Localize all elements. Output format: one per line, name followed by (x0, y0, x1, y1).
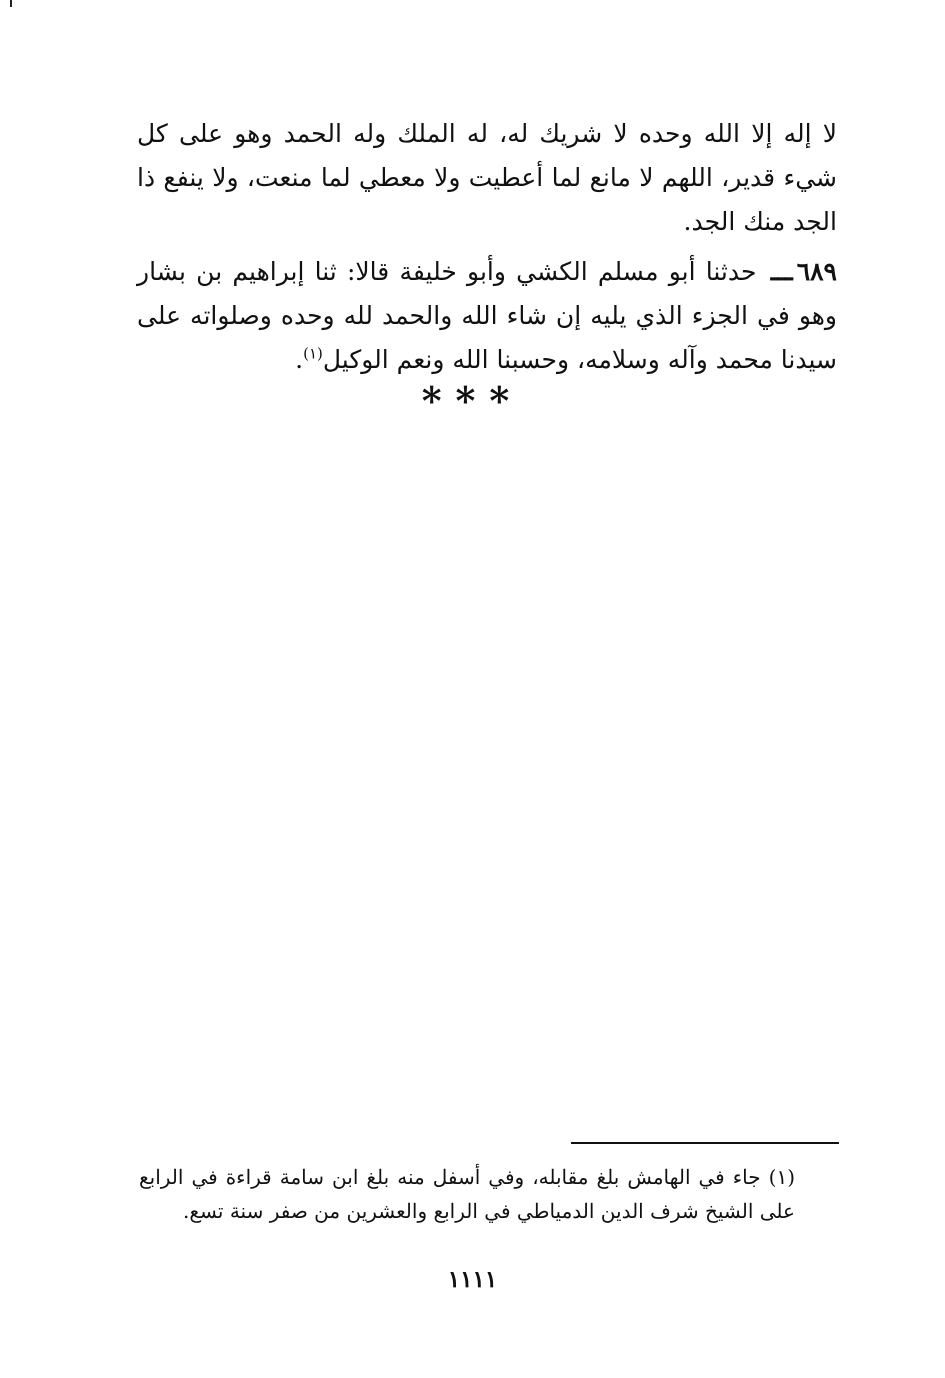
footnote-divider (571, 1142, 839, 1144)
footnote-reference: (١) (303, 344, 323, 363)
paragraph-2 (137, 250, 837, 382)
footnote: (١) جاء في الهامش بلغ مقابله، وفي أسفل منه بلغ ابن سامة قراءة في الرابع على الشيخ شرف الدين الدمياطي في الرابع والعشرين من صفر سنة تسع. (139, 1165, 795, 1223)
page-number: ١١١١ (447, 1266, 498, 1293)
paragraph-1: لا إله إلا الله وحده لا شريك له، له الملك وله الحمد وهو على كل شيء قدير، اللهم لا مانع لما أعطيت ولا معطي لما منعت، ولا ينفع ذا الجد منك الجد. (137, 119, 837, 236)
hadith-dash: ـــ (770, 257, 793, 286)
section-separator-stars: *** (421, 378, 524, 423)
scan-corner-mark (10, 0, 12, 7)
hadith-number: ٦٨٩ (796, 257, 837, 286)
main-text-block (137, 112, 837, 382)
paragraph-2-text: حدثنا أبو مسلم الكشي وأبو خليفة قالا: ثنا إبراهيم بن بشار وهو في الجزء الذي يليه إن شاء الله والحمد لله وحده وصلواته على سيدنا محمد وآله وسلامه، وحسبنا الله ونعم الوكيل (137, 257, 837, 374)
paragraph-2-end: . (295, 345, 304, 374)
